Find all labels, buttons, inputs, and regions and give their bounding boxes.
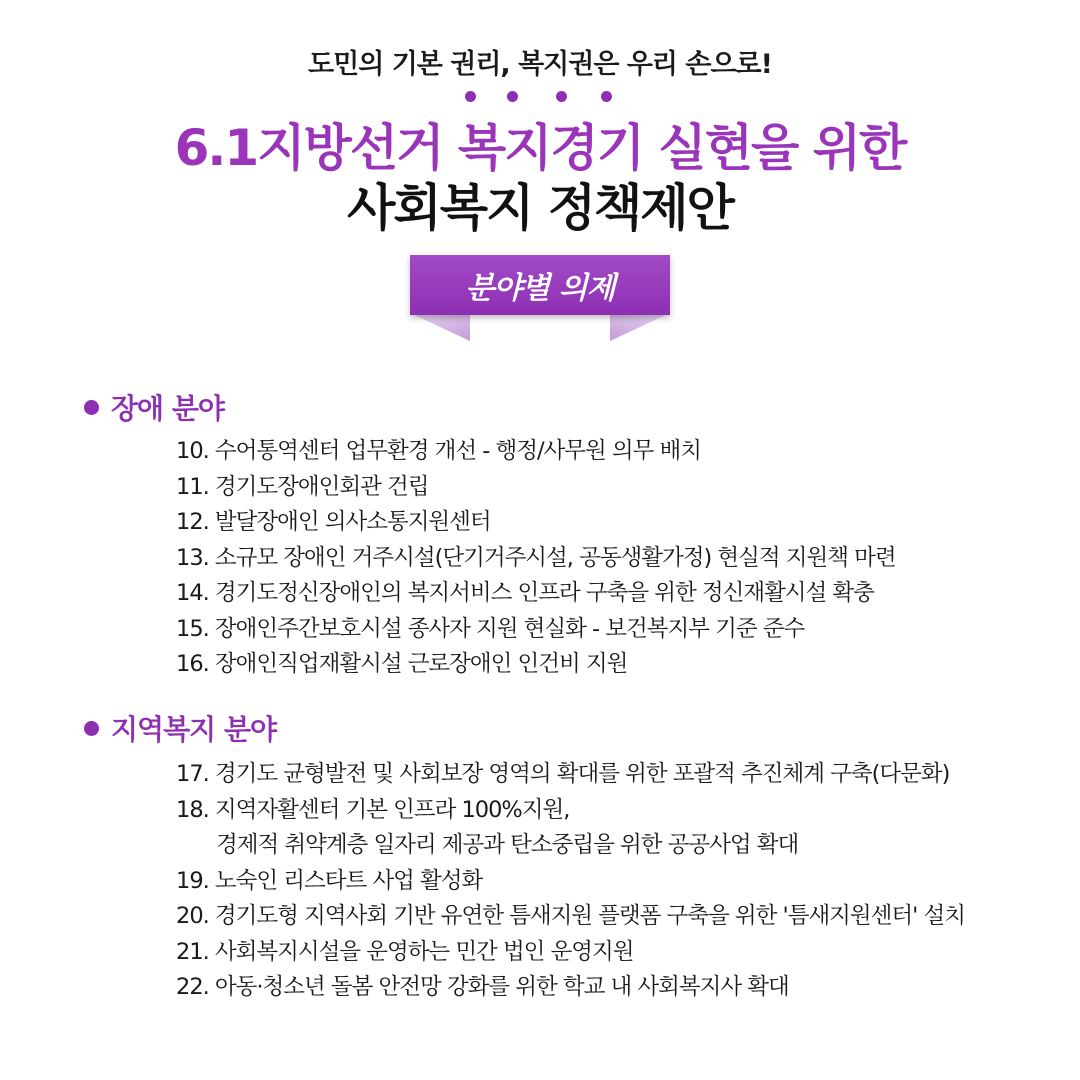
bullet-icon bbox=[84, 400, 99, 415]
list-item: 15. 장애인주간보호시설 종사자 지원 현실화 - 보건복지부 기준 준수 bbox=[176, 615, 805, 642]
community-welfare-agenda-list bbox=[176, 757, 965, 1006]
list-item: 20. 경기도형 지역사회 기반 유연한 틈새지원 플랫폼 구축을 위한 '틈새지원센터' 설치 bbox=[176, 903, 965, 929]
emphasis-dot bbox=[507, 91, 518, 102]
emphasis-dots bbox=[0, 91, 1080, 105]
list-item: 22. 아동·청소년 돌봄 안전망 강화를 위한 학교 내 사회복지사 확대 bbox=[176, 974, 789, 1000]
section-title: 지역복지 분야 bbox=[111, 713, 277, 746]
list-item: 13. 소규모 장애인 거주시설(단기거주시설, 공동생활가정) 현실적 지원책 마련 bbox=[176, 544, 896, 571]
list-item-continuation bbox=[176, 828, 965, 864]
section-title: 장애 분야 bbox=[111, 392, 224, 425]
list-item: 18. 지역자활센터 기본 인프라 100%지원, bbox=[176, 796, 570, 823]
ribbon-tail-left bbox=[410, 313, 470, 341]
list-item: 10. 수어통역센터 업무환경 개선 - 행정/사무원 의무 배치 bbox=[176, 438, 701, 464]
section-heading-community-welfare bbox=[84, 708, 276, 748]
section-heading-disability bbox=[84, 387, 224, 427]
list-item: 17. 경기도 균형발전 및 사회보장 영역의 확대를 위한 포괄적 추진체계 구축(다문화) bbox=[176, 761, 950, 787]
bullet-icon bbox=[84, 721, 99, 736]
list-item: 19. 노숙인 리스타트 사업 활성화 bbox=[176, 867, 483, 894]
list-item: 14. 경기도정신장애인의 복지서비스 인프라 구축을 위한 정신재활시설 확충 bbox=[176, 580, 874, 606]
emphasis-dot bbox=[465, 91, 476, 102]
section-ribbon bbox=[410, 255, 670, 343]
disability-agenda-list bbox=[176, 434, 896, 683]
ribbon-tail-right bbox=[610, 313, 670, 341]
emphasis-dot bbox=[601, 91, 612, 102]
continuation-text: 경제적 취약계층 일자리 제공과 탄소중립을 위한 공공사업 확대 bbox=[216, 832, 799, 858]
list-item: 11. 경기도장애인회관 건립 bbox=[176, 473, 429, 500]
header-slogan: 도민의 기본 권리, 복지권은 우리 손으로! bbox=[308, 49, 772, 80]
main-title-line2: 사회복지 정책제안 bbox=[347, 179, 733, 237]
list-item: 16. 장애인직업재활시설 근로장애인 인건비 지원 bbox=[176, 651, 628, 677]
list-item: 21. 사회복지시설을 운영하는 민간 법인 운영지원 bbox=[176, 938, 634, 965]
main-title-line1: 6.1지방선거 복지경기 실현을 위한 bbox=[174, 119, 906, 177]
emphasis-dot bbox=[556, 91, 567, 102]
ribbon-label: 분야별 의제 bbox=[465, 271, 615, 306]
ribbon-body bbox=[410, 255, 670, 315]
list-item: 12. 발달장애인 의사소통지원센터 bbox=[176, 509, 491, 535]
